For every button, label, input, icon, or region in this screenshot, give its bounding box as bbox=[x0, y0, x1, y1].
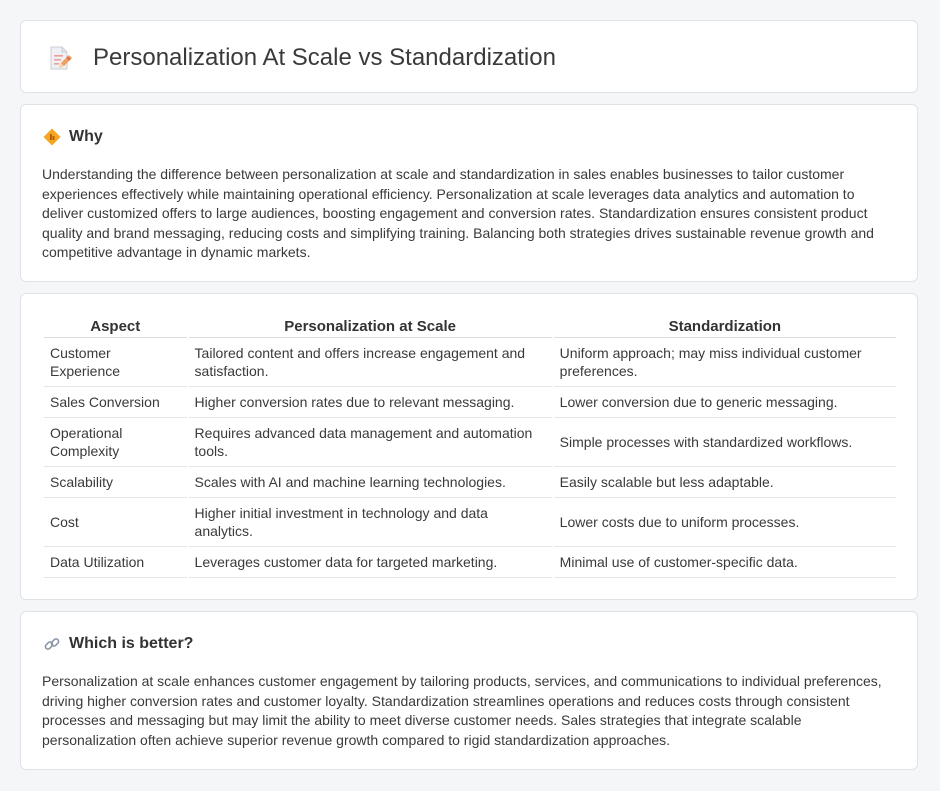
header-card bbox=[20, 20, 918, 93]
cell-personalization: Requires advanced data management and automation tools. bbox=[189, 418, 552, 467]
page-title: Personalization At Scale vs Standardization bbox=[93, 44, 556, 71]
table-header-row bbox=[44, 314, 896, 338]
why-title: Why bbox=[69, 128, 103, 145]
cell-aspect: Scalability bbox=[44, 467, 187, 498]
why-heading bbox=[43, 128, 103, 146]
cell-standardization: Lower costs due to uniform processes. bbox=[554, 498, 896, 547]
cell-personalization: Leverages customer data for targeted marketing. bbox=[189, 547, 552, 578]
table-row bbox=[44, 467, 896, 498]
table-row bbox=[44, 387, 896, 418]
title-row bbox=[45, 43, 556, 73]
better-title: Which is better? bbox=[69, 635, 194, 652]
cell-personalization: Higher initial investment in technology and data analytics. bbox=[189, 498, 552, 547]
cell-aspect: Customer Experience bbox=[44, 338, 187, 387]
cell-standardization: Easily scalable but less adaptable. bbox=[554, 467, 896, 498]
comparison-table-card bbox=[20, 293, 918, 600]
why-text: Understanding the difference between personalization at scale and standardization in sales enables businesses to tailor customer experiences effectively while maintaining operational efficiency. Personalization at scale leverages data analytics and automation to deliver customized offers to large audiences, boosting engagement and conversion rates. Standardization ensures consistent product quality and brand messaging, reducing costs and simplifying training. Balancing both strategies drives sustainable revenue growth and competitive advantage in dynamic markets. bbox=[42, 166, 874, 261]
header-aspect: Aspect bbox=[44, 314, 187, 338]
header-standardization: Standardization bbox=[554, 314, 896, 338]
cell-personalization: Higher conversion rates due to relevant messaging. bbox=[189, 387, 552, 418]
table-row bbox=[44, 338, 896, 387]
cell-personalization: Scales with AI and machine learning technologies. bbox=[189, 467, 552, 498]
comparison-table bbox=[42, 314, 898, 578]
cell-standardization: Simple processes with standardized workflows. bbox=[554, 418, 896, 467]
document-pencil-icon bbox=[45, 44, 73, 72]
cell-aspect: Operational Complexity bbox=[44, 418, 187, 467]
table-row bbox=[44, 418, 896, 467]
diamond-signal-icon bbox=[43, 128, 61, 146]
which-is-better-card bbox=[20, 611, 918, 770]
cell-aspect: Data Utilization bbox=[44, 547, 187, 578]
cell-aspect: Sales Conversion bbox=[44, 387, 187, 418]
table-row bbox=[44, 498, 896, 547]
cell-aspect: Cost bbox=[44, 498, 187, 547]
better-heading bbox=[43, 635, 193, 653]
header-personalization: Personalization at Scale bbox=[189, 314, 552, 338]
cell-standardization: Minimal use of customer-specific data. bbox=[554, 547, 896, 578]
cell-personalization: Tailored content and offers increase engagement and satisfaction. bbox=[189, 338, 552, 387]
why-card bbox=[20, 104, 918, 282]
cell-standardization: Lower conversion due to generic messaging. bbox=[554, 387, 896, 418]
link-icon bbox=[43, 635, 61, 653]
cell-standardization: Uniform approach; may miss individual customer preferences. bbox=[554, 338, 896, 387]
better-text: Personalization at scale enhances customer engagement by tailoring products, services, and communications to individual preferences, driving higher conversion rates and customer loyalty. Standardization streamlines operations and reduces costs through consistent processes and messaging but may limit the ability to meet diverse customer needs. Sales strategies that integrate scalable personalization often achieve superior revenue growth compared to rigid standardization approaches. bbox=[42, 673, 882, 748]
table-row bbox=[44, 547, 896, 578]
